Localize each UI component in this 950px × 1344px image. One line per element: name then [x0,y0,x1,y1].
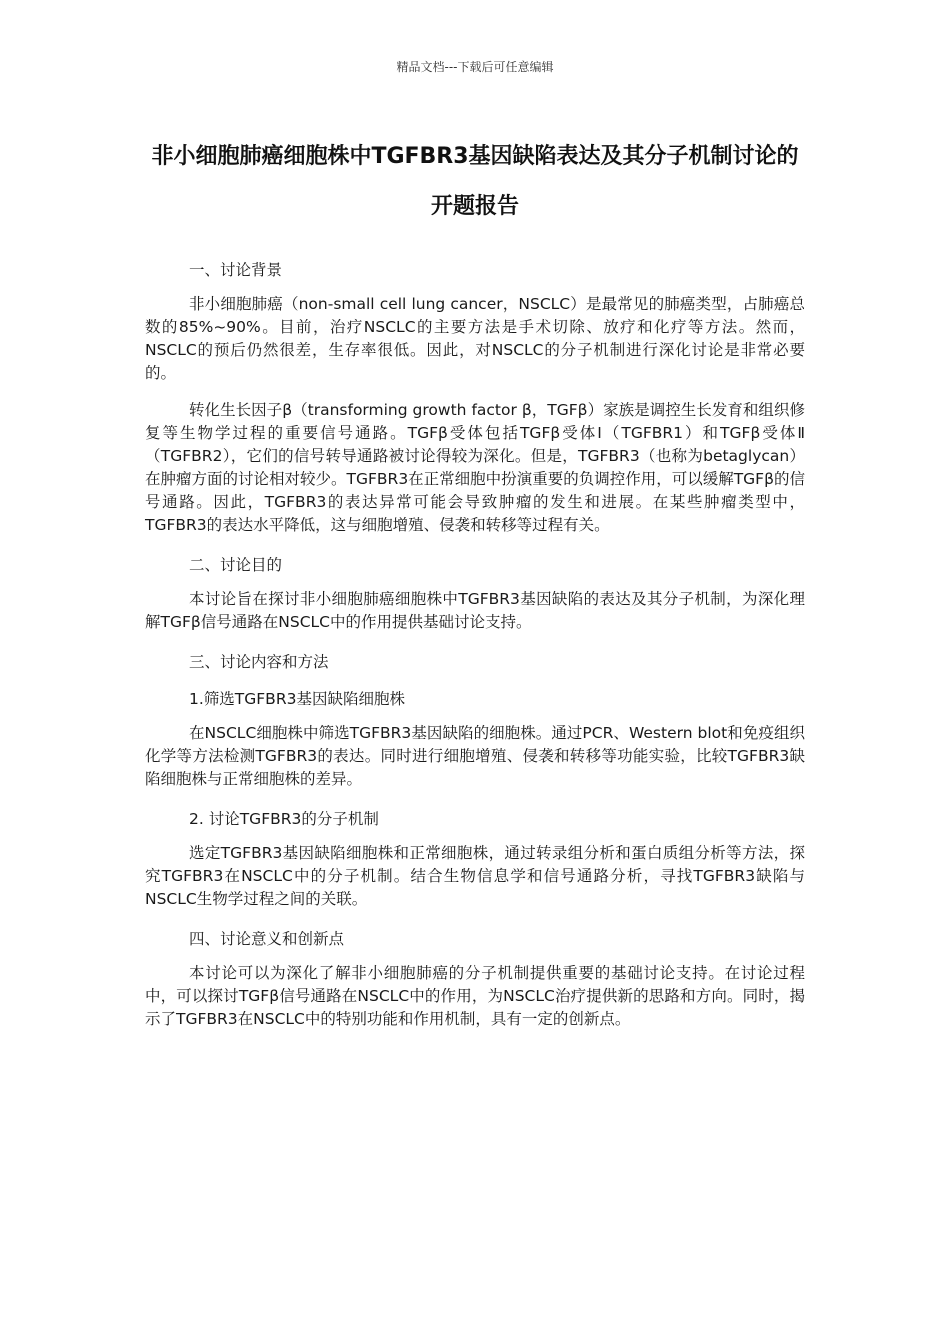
paragraph-screening: 在NSCLC细胞株中筛选TGFBR3基因缺陷的细胞株。通过PCR、Western blot和免疫组织化学等方法检测TGFBR3的表达。同时进行细胞增殖、侵袭和转移等功能实验，比较TGFBR3缺陷细胞株与正常细胞株的差异。 [145,724,805,788]
section-heading-significance: 四、讨论意义和创新点 [189,930,345,948]
section-heading-purpose: 二、讨论目的 [189,556,283,574]
paragraph-nsclc-intro: 非小细胞肺癌（non-small cell lung cancer，NSCLC）是最常见的肺癌类型，占肺癌总数的85%~90%。目前，治疗NSCLC的主要方法是手术切除、放疗和化疗等方法。然而，NSCLC的预后仍然很差，生存率很低。因此，对NSCLC的分子机制进行深化讨论是非常必要的。 [145,295,805,382]
document-body [145,256,805,1045]
paragraph-mechanism: 选定TGFBR3基因缺陷细胞株和正常细胞株，通过转录组分析和蛋白质组分析等方法，探究TGFBR3在NSCLC中的分子机制。结合生物信息学和信号通路分析，寻找TGFBR3缺陷与NSCLC生物学过程之间的关联。 [145,844,805,908]
section-heading-background: 一、讨论背景 [189,261,283,279]
paragraph-tgfb-pathway: 转化生长因子β（transforming growth factor β，TGFβ）家族是调控生长发育和组织修复等生物学过程的重要信号通路。TGFβ受体包括TGFβ受体Ⅰ（TGFBR1）和TGFβ受体Ⅱ（TGFBR2），它们的信号转导通路被讨论得较为深化。但是，TGFBR3（也称为betaglycan）在肿瘤方面的讨论相对较少。TGFBR3在正常细胞中扮演重要的负调控作用，可以缓解TGFβ的信号通路。因此，TGFBR3的表达异常可能会导致肿瘤的发生和进展。在某些肿瘤类型中，TGFBR3的表达水平降低，这与细胞增殖、侵袭和转移等过程有关。 [145,401,805,534]
page-header: 精品文档---下载后可任意编辑 [396,60,554,74]
paragraph-significance: 本讨论可以为深化了解非小细胞肺癌的分子机制提供重要的基础讨论支持。在讨论过程中，可以探讨TGFβ信号通路在NSCLC中的作用，为NSCLC治疗提供新的思路和方向。同时，揭示了TGFBR3在NSCLC中的特别功能和作用机制，具有一定的创新点。 [145,964,805,1028]
paragraph-purpose: 本讨论旨在探讨非小细胞肺癌细胞株中TGFBR3基因缺陷的表达及其分子机制，为深化理解TGFβ信号通路在NSCLC中的作用提供基础讨论支持。 [145,590,805,631]
section-heading-content-methods: 三、讨论内容和方法 [189,653,329,671]
subsection-heading-screening: 1.筛选TGFBR3基因缺陷细胞株 [189,690,405,708]
document-title: 非小细胞肺癌细胞株中TGFBR3基因缺陷表达及其分子机制讨论的开题报告 [151,144,799,219]
subsection-heading-mechanism: 2. 讨论TGFBR3的分子机制 [189,810,379,828]
